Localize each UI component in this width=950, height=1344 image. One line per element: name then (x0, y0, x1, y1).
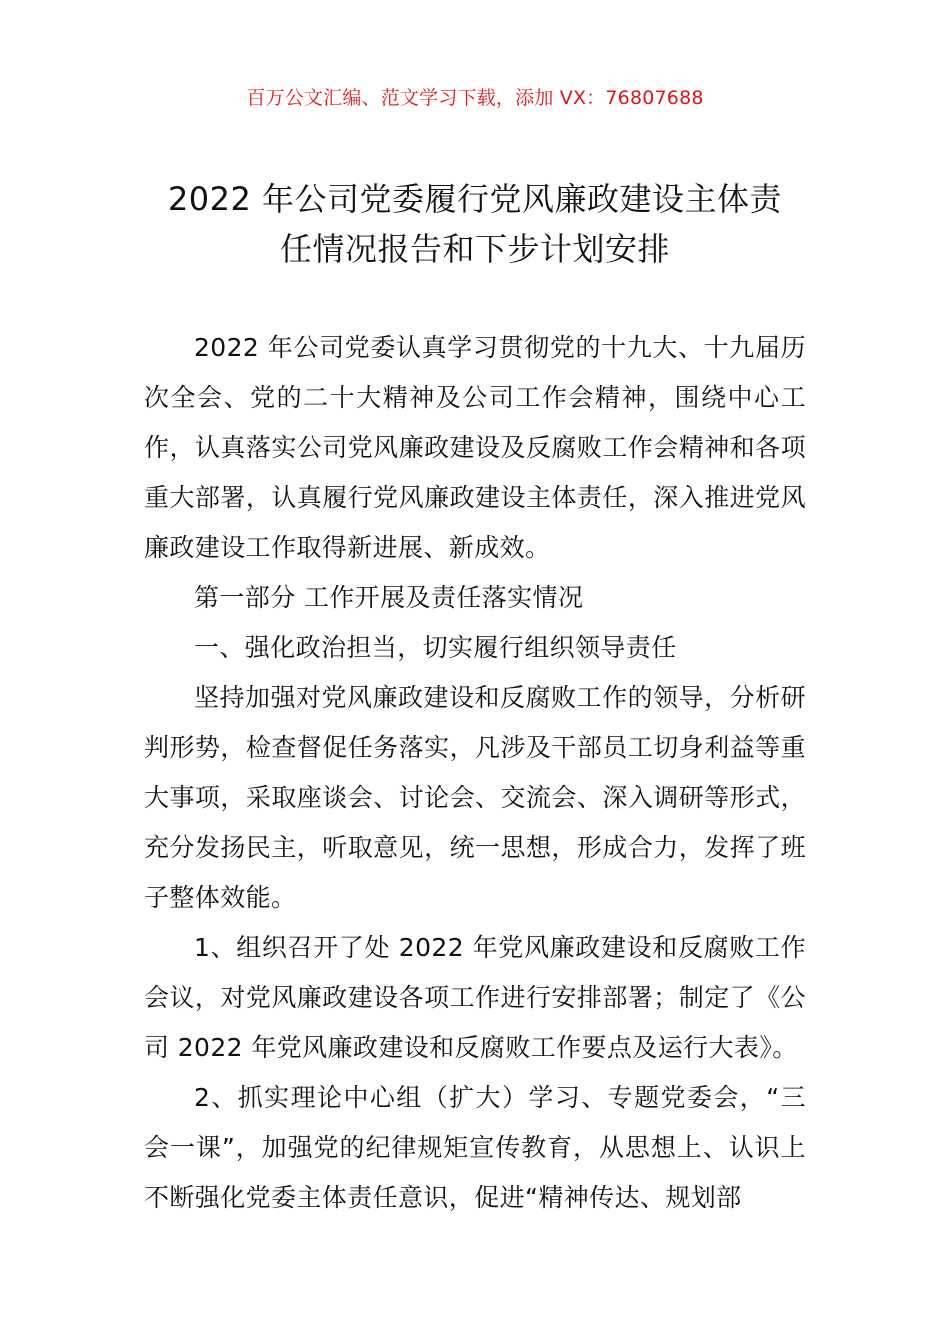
section-heading: 第一部分 工作开展及责任落实情况 (194, 583, 584, 612)
title-line-1: 2022 年公司党委履行党风廉政建设主体责 (167, 180, 783, 218)
subsection-heading: 一、强化政治担当，切实履行组织领导责任 (194, 633, 677, 662)
document-body (144, 323, 806, 1223)
title-line-2: 任情况报告和下步计划安排 (279, 230, 670, 268)
header-note: 百万公文汇编、范文学习下载，添加 VX：76807688 (246, 87, 704, 109)
intro-paragraph: 2022 年公司党委认真学习贯彻党的十九大、十九届历次全会、党的二十大精神及公司工作会精神，围绕中心工作，认真落实公司党风廉政建设及反腐败工作会精神和各项重大部署，认真履行党风廉政建设主体责任，深入推进党风廉政建设工作取得新进展、新成效。 (144, 333, 806, 562)
body-paragraph: 坚持加强对党风廉政建设和反腐败工作的领导，分析研判形势，检查督促任务落实，凡涉及干部员工切身利益等重大事项，采取座谈会、讨论会、交流会、深入调研等形式，充分发扬民主，听取意见，统一思想，形成合力，发挥了班子整体效能。 (144, 683, 806, 912)
list-item-1: 1、组织召开了处 2022 年党风廉政建设和反腐败工作会议，对党风廉政建设各项工作进行安排部署；制定了《公司 2022 年党风廉政建设和反腐败工作要点及运行大表》。 (144, 933, 806, 1062)
document-title (120, 174, 830, 274)
list-item-2: 2、抓实理论中心组（扩大）学习、专题党委会，“三会一课”，加强党的纪律规矩宣传教育，从思想上、认识上不断强化党委主体责任意识，促进“精神传达、规划部 (144, 1083, 806, 1212)
